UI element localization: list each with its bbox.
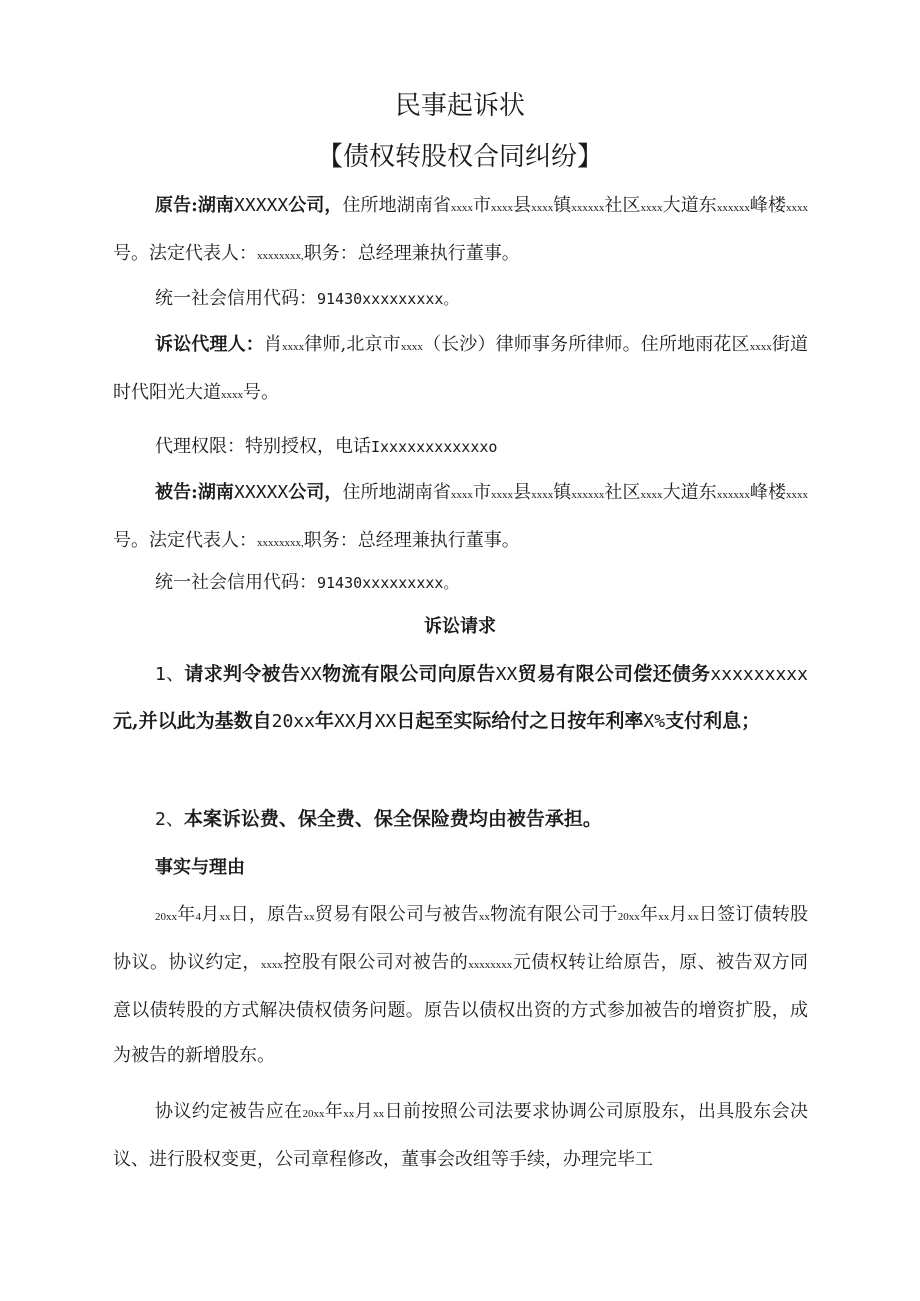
- facts-paragraph-2: 协议约定被告应在20xx年xx月xx日前按照公司法要求协调公司原股东，出具股东会决议、进行股权变更，公司章程修改，董事会改组等手续，办理完毕工: [113, 1101, 809, 1170]
- defendant-label: 被告:: [155, 482, 198, 503]
- document-subtitle: 【债权转股权合同纠纷】: [316, 142, 603, 172]
- facts-paragraph-1: 20xx年4月xx日，原告xx贸易有限公司与被告xx物流有限公司于20xx年xx月xx日签订债转股协议。协议约定，xxxx控股有限公司对被告的xxxxxxxx元债权转让给原告，原、被告双方同意以债转股的方式解决债权债务问题。原告以债权出资的方式参加被告的增资扩股，成为被告的新增股东。: [113, 904, 809, 1066]
- facts-heading: 事实与理由: [155, 857, 245, 878]
- agent-phone: Ixxxxxxxxxxxxo: [371, 438, 498, 456]
- document-title: 民事起诉状: [394, 91, 525, 121]
- defendant-credit-code: 统一社会信用代码：91430xxxxxxxxx。: [155, 572, 459, 593]
- plaintiff-credit-code: 统一社会信用代码：91430xxxxxxxxx。: [155, 288, 459, 309]
- plaintiff-label: 原告:: [155, 195, 198, 216]
- claim-item-1: 1、请求判令被告XX物流有限公司向原告XX贸易有限公司偿还债务xxxxxxxxx元,并以此为基数自20xx年XX月XX日起至实际给付之日按年利率X%支付利息；: [113, 663, 808, 732]
- claim-item-2: 2、本案诉讼费、保全费、保全保险费均由被告承担。: [155, 808, 602, 830]
- claims-heading: 诉讼请求: [424, 616, 496, 637]
- agent-label: 诉讼代理人：: [155, 334, 264, 355]
- agent-paragraph: 诉讼代理人：肖xxxx律师,北京市xxxx（长沙）律师事务所律师。住所地雨花区xxxx街道时代阳光大道xxxx号。: [113, 334, 809, 403]
- defendant-paragraph: 被告:湖南XXXXX公司，住所地湖南省xxxx市xxxx县xxxx镇xxxxxx社区xxxx大道东xxxxxx峰楼xxxx号。法定代表人：xxxxxxxx,职务：总经理兼执行董事。: [113, 482, 809, 551]
- plaintiff-paragraph: 原告:湖南XXXXX公司，住所地湖南省xxxx市xxxx县xxxx镇xxxxxx社区xxxx大道东xxxxxx峰楼xxxx号。法定代表人：xxxxxxxx,职务：总经理兼执行董事。: [113, 195, 809, 264]
- agent-authority: 代理权限：特别授权，电话Ixxxxxxxxxxxxo: [155, 436, 498, 457]
